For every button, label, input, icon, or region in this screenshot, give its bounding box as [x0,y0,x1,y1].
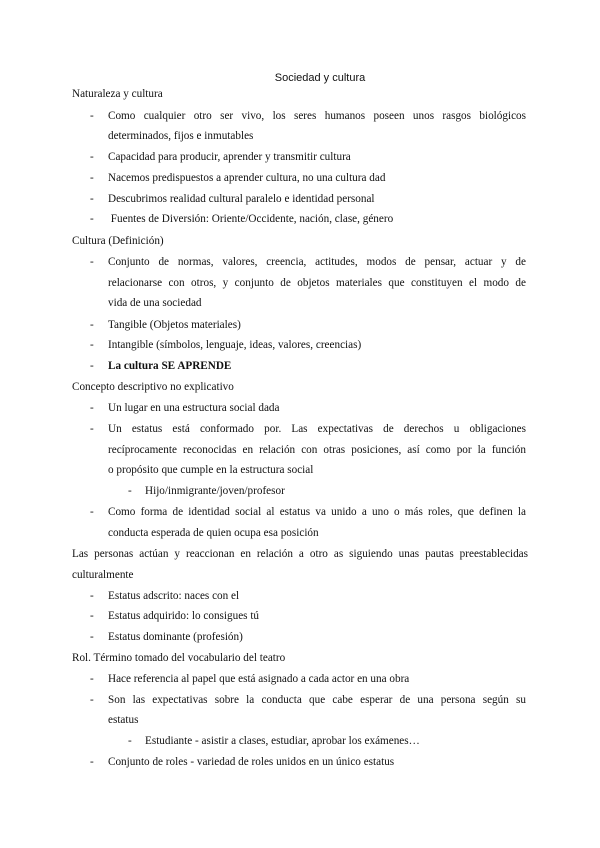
bullet-dash: - [90,193,94,205]
bullet-dash: - [90,402,94,414]
bullet-dash: - [90,151,94,163]
bullet-text: Conjunto de normas, valores, creencia, actitudes, modos de pensar, actuar y de [108,256,526,268]
bullet-text: Un lugar en una estructura social dada [108,402,280,414]
bullet-text: Estatus adquirido: lo consigues tú [108,610,260,622]
bullet-dash: - [90,610,94,622]
bullet-text: recíprocamente reconocidas en relación con otras posiciones, así como por la función [108,444,526,456]
section-heading: Concepto descriptivo no explicativo [72,381,234,393]
bullet-dash: - [90,673,94,685]
bullet-dash: - [90,423,94,435]
bullet-text: Intangible (símbolos, lenguaje, ideas, valores, creencias) [108,339,362,351]
bullet-text: Descubrimos realidad cultural paralelo e identidad personal [108,193,375,205]
bullet-text: estatus [108,714,139,726]
bullet-text: Capacidad para producir, aprender y transmitir cultura [108,151,351,163]
bullet-text: Nacemos predispuestos a aprender cultura, no una cultura dad [108,172,386,184]
bullet-dash: - [90,172,94,184]
bullet-dash: - [90,339,94,351]
bullet-text: o propósito que cumple en la estructura social [108,464,314,476]
bullet-text: Fuentes de Diversión: Oriente/Occidente, nación, clase, género [108,213,394,225]
bullet-dash: - [90,631,94,643]
bullet-dash: - [90,756,94,768]
sub-bullet-text: Hijo/inmigrante/joven/profesor [145,485,285,497]
bullet-text: Estatus dominante (profesión) [108,631,243,643]
bullet-text-bold: La cultura SE APRENDE [108,360,232,372]
bullet-dash: - [90,110,94,122]
bullet-text: vida de una sociedad [108,297,202,309]
bullet-text: Hace referencia al papel que está asignado a cada actor en una obra [108,673,410,685]
section-heading: Cultura (Definición) [72,235,164,247]
bullet-dash: - [90,360,94,372]
bullet-text: Un estatus está conformado por. Las expectativas de derechos u obligaciones [108,423,526,435]
section-heading: Naturaleza y cultura [72,88,163,100]
bullet-text: Tangible (Objetos materiales) [108,319,241,331]
sub-bullet-text: Estudiante - asistir a clases, estudiar, aprobar los exámenes… [145,735,420,747]
bullet-text: Son las expectativas sobre la conducta que cabe esperar de una persona según su [108,694,526,706]
bullet-text: conducta esperada de quien ocupa esa posición [108,527,319,539]
bullet-dash: - [90,256,94,268]
section-heading: Rol. Término tomado del vocabulario del teatro [72,652,286,664]
sub-bullet-dash: - [128,485,132,497]
bullet-text: Estatus adscrito: naces con el [108,590,240,602]
bullet-text: determinados, fijos e inmutables [108,130,254,142]
bullet-dash: - [90,319,94,331]
sub-bullet-dash: - [128,735,132,747]
section-heading-continued: culturalmente [72,569,134,581]
bullet-text: Conjunto de roles - variedad de roles unidos en un único estatus [108,756,395,768]
bullet-text: Como forma de identidad social al estatus va unido a uno o más roles, que definen la [108,506,526,518]
bullet-dash: - [90,213,94,225]
section-heading: Las personas actúan y reaccionan en relación a otro as siguiendo unas pautas preestablecidas [72,548,528,560]
bullet-dash: - [90,694,94,706]
bullet-dash: - [90,506,94,518]
document-title: Sociedad y cultura [274,72,366,84]
bullet-text: relacionarse con otros, y conjunto de objetos materiales que constituyen el modo de [108,277,526,289]
bullet-dash: - [90,590,94,602]
bullet-text: Como cualquier otro ser vivo, los seres humanos poseen unos rasgos biológicos [108,110,526,122]
